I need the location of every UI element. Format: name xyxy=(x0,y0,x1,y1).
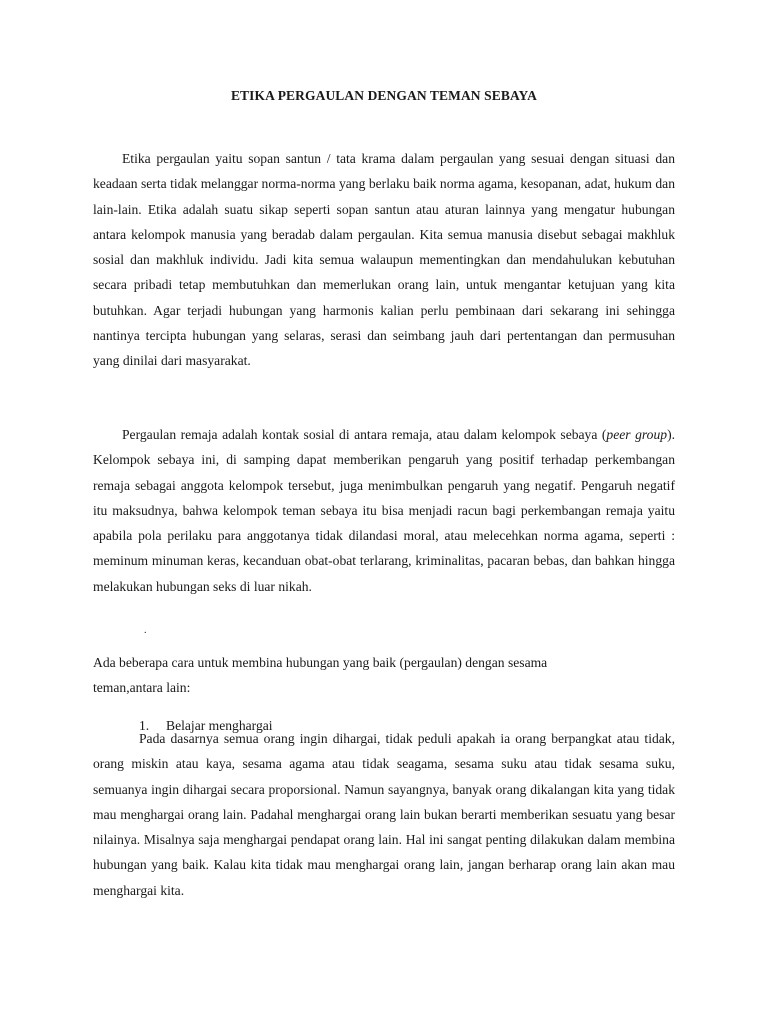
stray-dot: . xyxy=(144,625,147,636)
paragraph-text: ). Kelompok sebaya ini, di samping dapat memberikan pengaruh yang positif terhadap perkembangan remaja sebagai anggota kelompok tersebut, juga menimbulkan pengaruh yang negatif. Pengaruh negatif itu maksudnya, bahwa kelompok teman sebaya itu bisa menjadi racun bagi perkembangan remaja yaitu apabila pola perilaku para anggotanya tidak dilandasi moral, atau melecehkan norma agama, seperti : meminum minuman keras, kecanduan obat-obat terlarang, kriminalitas, pacaran bebas, dan bahkan hingga melakukan hubungan seks di luar nikah. xyxy=(93,427,675,594)
list-number: 1. xyxy=(139,718,150,733)
intro-line-1: Ada beberapa cara untuk membina hubungan yang baik (pergaulan) dengan sesama xyxy=(93,655,548,670)
document-title: ETIKA PERGAULAN DENGAN TEMAN SEBAYA xyxy=(230,88,538,103)
list-label: Belajar menghargai xyxy=(166,718,273,733)
intro-line-2: teman,antara lain: xyxy=(93,680,191,696)
intro-text xyxy=(93,650,633,701)
peer-group-term: peer group xyxy=(606,427,668,442)
paragraph-etika-pergaulan: Etika pergaulan yaitu sopan santun / tata krama dalam pergaulan yang sesuai dengan situasi dan keadaan serta tidak melanggar norma-norma yang berlaku baik norma agama, kesopanan, adat, hukum dan lain-lain. Etika adalah suatu sikap seperti sopan santun atau aturan lainnya yang mengatur hubungan antara kelompok manusia yang beradab dalam pergaulan. Kita semua manusia disebut sebagai makhluk sosial dan makhluk individu. Jadi kita semua walaupun mementingkan dan mendahulukan kebutuhan secara pribadi tetap membutuhkan dan memerlukan orang lain, untuk mengantar ketujuan yang kita butuhkan. Agar terjadi hubungan yang harmonis kalian perlu pembinaan dari sekarang ini sehingga nantinya tercipta hubungan yang selaras, serasi dan seimbang jauh dari pertentangan dan permusuhan yang dinilai dari masyarakat. xyxy=(93,151,675,369)
paragraph-text: Pergaulan remaja adalah kontak sosial di antara remaja, atau dalam kelompok sebaya ( xyxy=(122,427,607,442)
paragraph-pergaulan-remaja xyxy=(93,422,675,599)
paragraph-menghargai: Pada dasarnya semua orang ingin dihargai, tidak peduli apakah ia orang berpangkat atau tidak, orang miskin atau kaya, sesama agama atau tidak seagama, sesama suku atau tidak sesama suku, semuanya ingin dihargai secara proporsional. Namun sayangnya, banyak orang dikalangan kita yang tidak mau menghargai orang lain. Padahal menghargai orang lain bukan berarti memberikan sesuatu yang besar nilainya. Misalnya saja menghargai pendapat orang lain. Hal ini sangat penting dilakukan dalam membina hubungan yang baik. Kalau kita tidak mau menghargai orang lain, jangan berharap orang lain akan mau menghargai kita. xyxy=(93,731,675,898)
